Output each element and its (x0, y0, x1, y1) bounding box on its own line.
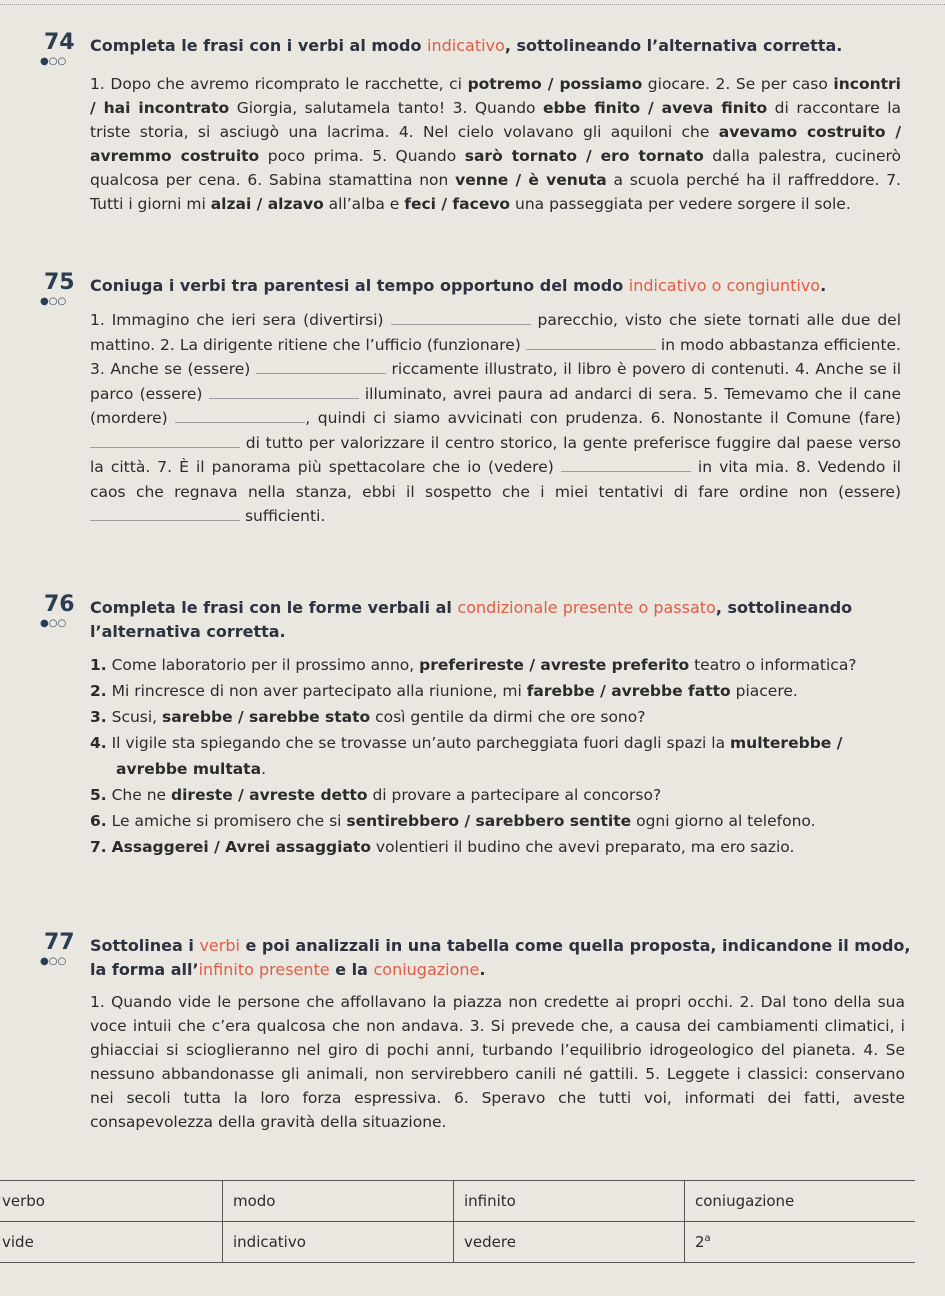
list-item (90, 730, 901, 782)
sentence-text: 8. Vedendo il caos che regnava nella stanza, ebbi il sospetto che i miei tentativi di fare ordine non (essere) (90, 458, 901, 501)
difficulty-dots: ●○○ (40, 56, 67, 67)
title-text: Sottolinea i (90, 936, 200, 955)
sentence-text: ogni giorno al telefono. (631, 812, 816, 830)
choice-option[interactable]: avevamo costruito / avremmo costruito (90, 123, 901, 165)
sentence-text: 4. Anche se il parco (essere) (90, 360, 902, 403)
answer-blank[interactable] (175, 408, 305, 423)
cell-superscript: a (704, 1233, 711, 1244)
title-text: e poi analizzali in una tabella come quella proposta, indicandone il modo, la forma all’ (90, 936, 911, 979)
sentence-text: piacere. (730, 682, 798, 700)
sentence-text: di provare a partecipare al concorso? (367, 786, 662, 804)
choice-option[interactable]: potremo / possiamo (467, 75, 643, 93)
title-text: , sottolineando l’alternativa corretta. (90, 598, 853, 641)
title-text: . (479, 960, 486, 979)
title-highlight: infinito presente (198, 960, 330, 979)
difficulty-dots: ●○○ (40, 956, 67, 967)
analysis-table (0, 1180, 915, 1263)
title-highlight: indicativo (427, 36, 505, 55)
sentence-text: volentieri il budino che avevi preparato, ma ero sazio. (370, 838, 795, 856)
list-item (90, 652, 901, 678)
choice-option[interactable]: sarebbe / sarebbe stato (162, 708, 371, 726)
sentence-text: 4. Nel cielo volavano gli aquiloni che (398, 123, 719, 141)
title-text: Coniuga i verbi tra parentesi al tempo opportuno del modo (90, 276, 629, 295)
choice-option[interactable]: direste / avreste detto (171, 786, 368, 804)
choice-option[interactable]: venne / è venuta (455, 171, 607, 189)
sentence-text: una passeggiata per vedere sorgere il sole. (510, 195, 851, 213)
exercise-title (90, 934, 915, 982)
choice-option[interactable]: sarò tornato / ero tornato (464, 147, 704, 165)
sentence-text: poco prima. (259, 147, 373, 165)
table-cell[interactable]: indicativo (223, 1222, 454, 1263)
header-cell: coniugazione (685, 1181, 916, 1222)
table-cell[interactable]: vide (0, 1222, 223, 1263)
exercise-number: 77 (44, 930, 75, 955)
answer-blank[interactable] (526, 335, 656, 350)
item-number: 3. (90, 708, 107, 726)
answer-blank[interactable] (90, 433, 240, 448)
sentence-text: 1. Immagino che ieri sera (divertirsi) (90, 311, 384, 329)
list-item (90, 704, 901, 730)
sentence-text: a scuola perché ha il raffreddore. (606, 171, 887, 189)
choice-option[interactable]: sentirebbero / sarebbero sentite (346, 812, 632, 830)
table-row (0, 1222, 915, 1263)
choice-option[interactable]: Assaggerei / Avrei assaggiato (111, 838, 371, 856)
sentence-text: 7. Tutti i giorni mi (90, 171, 901, 213)
title-text: . (820, 276, 827, 295)
exercise-title (90, 34, 915, 58)
sentence-text: 2. La dirigente ritiene che l’ufficio (funzionare) (160, 335, 521, 354)
sentence-text: in modo abbastanza efficiente. (660, 335, 901, 354)
sentence-text: 1. Dopo che avremo ricomprato le racchette, ci (90, 75, 468, 93)
sentence-text: Scusi, (106, 708, 163, 726)
title-text: Completa le frasi con i verbi al modo (90, 36, 428, 55)
answer-blank[interactable] (209, 384, 359, 399)
answer-blank[interactable] (561, 457, 691, 472)
exercise-number: 76 (44, 592, 75, 617)
header-cell: verbo (0, 1181, 223, 1222)
title-highlight: verbi (199, 936, 240, 955)
list-item (90, 834, 901, 860)
sentence-text: Giorgia, salutamela tanto! (229, 99, 453, 117)
title-highlight: condizionale presente o passato (457, 598, 716, 617)
exercise-list (90, 652, 901, 860)
sentence-text: 2. Se per caso (715, 75, 834, 93)
sentence-text: sufficienti. (244, 507, 326, 525)
sentence-text: 3. Anche se (essere) (90, 360, 251, 378)
sentence-text: 3. Quando (452, 99, 544, 117)
exercise-number: 75 (44, 270, 75, 295)
exercise-title (90, 274, 915, 298)
title-highlight: coniugazione (373, 960, 480, 979)
item-number: 1. (90, 656, 107, 674)
list-item (90, 782, 901, 808)
sentence-text: teatro o informatica? (689, 656, 857, 674)
item-number: 6. (90, 812, 107, 830)
sentence-text: in vita mia. (697, 458, 797, 476)
table-header-row (0, 1181, 915, 1222)
header-cell: infinito (454, 1181, 685, 1222)
sentence-text: 6. Nonostante il Comune (fare) (650, 409, 901, 427)
item-number: 7. (90, 838, 107, 856)
title-text: , sottolineando l’alternativa corretta. (504, 36, 843, 55)
answer-blank[interactable] (391, 310, 531, 325)
exercise-body (90, 72, 901, 216)
header-cell: modo (223, 1181, 454, 1222)
choice-option[interactable]: ebbe finito / aveva finito (543, 99, 768, 117)
sentence-text: di raccontare la triste storia, si asciugò una lacrima. (90, 99, 901, 141)
title-highlight: indicativo o congiuntivo (628, 276, 821, 295)
cell-text: 2 (695, 1233, 705, 1251)
title-text: Completa le frasi con le forme verbali al (90, 598, 458, 617)
exercise-body (90, 308, 901, 529)
list-item (90, 808, 901, 834)
sentence-text: così gentile da dirmi che ore sono? (370, 708, 646, 726)
sentence-text: Come laboratorio per il prossimo anno, (106, 656, 420, 674)
sentence-text: giocare. (642, 75, 716, 93)
choice-option[interactable]: incontri / hai incontrato (90, 75, 901, 117)
top-dotted-rule (0, 4, 945, 5)
sentence-text: di tutto per valorizzare il centro storico, la gente preferisce fuggire dal paese verso la città. (90, 433, 901, 476)
sentence-text: . (261, 760, 266, 778)
sentence-text: 7. È il panorama più spettacolare che io (vedere) (157, 458, 554, 476)
list-item (90, 678, 901, 704)
sentence-text: riccamente illustrato, il libro è povero di contenuti. (391, 360, 795, 378)
item-number: 5. (90, 786, 107, 804)
sentence-text: Le amiche si promisero che si (106, 812, 347, 830)
difficulty-dots: ●○○ (40, 618, 67, 629)
difficulty-dots: ●○○ (40, 296, 67, 307)
sentence-text: 5. Temevamo che il cane (mordere) (90, 384, 901, 427)
sentence-text: parecchio, visto che siete tornati alle due del mattino. (90, 311, 901, 354)
exercise-text: 1. Quando vide le persone che affollavano la piazza non credette ai propri occhi. 2. Dal tono della sua voce intuii che c’era qualcosa che non andava. 3. Si prevede che, a causa dei cambiamenti climatici, i ghiacciai si scioglieranno nel giro di pochi anni, turbando l’equilibrio idrogeologico del pianeta. 4. Se nessuno abbandonasse gli animali, non servirebbero canili né gattili. 5. Leggete i classici: conservano nei secoli tutta la loro forza espressiva. 6. Speravo che tutti voi, informati dei fatti, aveste consapevolezza della gravità della situazione. (90, 993, 905, 1131)
item-number: 4. (90, 734, 107, 752)
choice-option[interactable]: feci / facevo (404, 195, 511, 213)
sentence-text: illuminato, avrei paura ad andarci di sera. (364, 384, 704, 403)
item-number: 2. (90, 682, 107, 700)
sentence-text: Il vigile sta spiegando che se trovasse un’auto parcheggiata fuori dagli spazi la (106, 734, 731, 752)
sentence-text: all’alba e (323, 195, 405, 213)
sentence-text: dalla palestra, cucinerò qualcosa per cena. (90, 147, 901, 189)
sentence-text: Che ne (106, 786, 172, 804)
choice-option[interactable]: multerebbe / avrebbe multata (116, 734, 843, 778)
choice-option[interactable]: alzai / alzavo (210, 195, 324, 213)
sentence-text: 6. Sabina stamattina non (247, 171, 456, 189)
choice-option[interactable]: preferireste / avreste preferito (419, 656, 690, 674)
exercise-number: 74 (44, 30, 75, 55)
title-text: e la (329, 960, 374, 979)
table-cell[interactable] (685, 1222, 916, 1263)
choice-option[interactable]: farebbe / avrebbe fatto (526, 682, 731, 700)
answer-blank[interactable] (90, 506, 240, 521)
table-cell[interactable]: vedere (454, 1222, 685, 1263)
sentence-text: Mi rincresce di non aver partecipato alla riunione, mi (106, 682, 527, 700)
sentence-text: , quindi ci siamo avvicinati con prudenza. (305, 409, 651, 427)
answer-blank[interactable] (256, 359, 386, 374)
exercise-title (90, 596, 915, 644)
sentence-text: 5. Quando (372, 147, 465, 165)
